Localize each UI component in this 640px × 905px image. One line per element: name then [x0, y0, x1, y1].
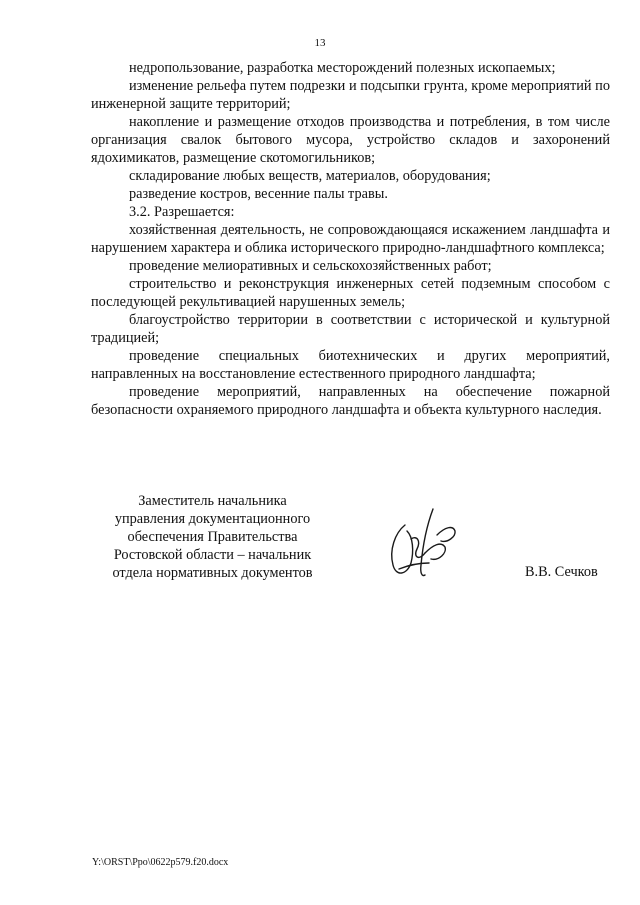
section-heading: 3.2. Разрешается: [129, 204, 235, 220]
paragraph: недропользование, разработка месторождений полезных ископаемых; [129, 60, 556, 76]
paragraph: благоустройство территории в соответствии с исторической и культурной традицией; [91, 312, 610, 346]
paragraph: проведение мелиоративных и сельскохозяйственных работ; [129, 258, 492, 274]
signatory-title-line: Заместитель начальника [138, 493, 287, 509]
file-path: Y:\ORST\Ppo\0622p579.f20.docx [92, 857, 229, 868]
paragraph: строительство и реконструкция инженерных сетей подземным способом с последующей рекультивацией нарушенных земель; [91, 276, 610, 310]
paragraph: разведение костров, весенние палы травы. [129, 186, 388, 202]
page-number: 13 [314, 37, 326, 49]
signatory-title-line: отдела нормативных документов [112, 565, 313, 581]
signatory-title-line: Ростовской области – начальник [113, 547, 312, 563]
document-body [91, 59, 610, 419]
signatory-title-line: управления документационного [114, 511, 311, 527]
paragraph: изменение рельефа путем подрезки и подсыпки грунта, кроме мероприятий по инженерной защите территорий; [91, 78, 610, 112]
paragraph: накопление и размещение отходов производства и потребления, в том числе организация свалок бытового мусора, устройство складов и захоронений ядохимикатов, размещение скотомогильников; [91, 114, 610, 166]
paragraph: проведение специальных биотехнических и других мероприятий, направленных на восстановление естественного природного ландшафта; [91, 348, 610, 382]
signatory-title [95, 492, 330, 582]
paragraph: проведение мероприятий, направленных на обеспечение пожарной безопасности охраняемого природного ландшафта и объекта культурного наследия. [91, 384, 610, 418]
paragraph: хозяйственная деятельность, не сопровождающаяся искажением ландшафта и нарушением характера и облика исторического природно-ландшафтного комплекса; [91, 222, 610, 256]
signatory-name: В.В. Сечков [525, 564, 598, 580]
handwritten-signature [383, 505, 461, 583]
paragraph: складирование любых веществ, материалов, оборудования; [129, 168, 491, 184]
signatory-title-line: обеспечения Правительства [127, 529, 298, 545]
